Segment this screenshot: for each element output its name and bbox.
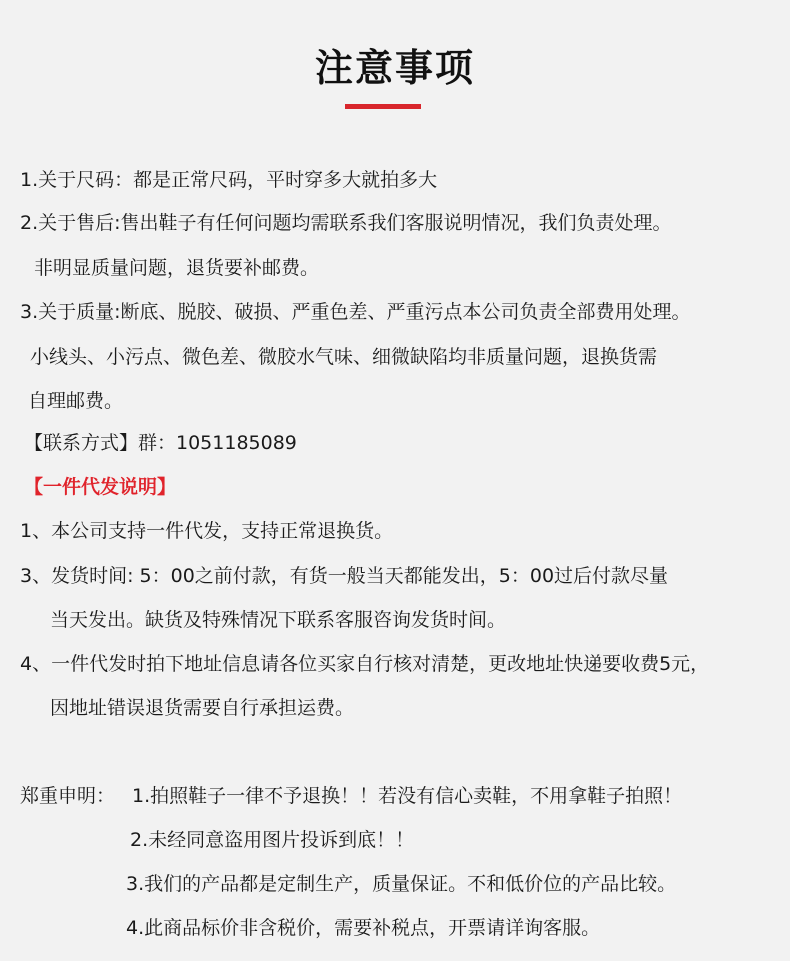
dropship-item-4: 4、一件代发时拍下地址信息请各位买家自行核对清楚，更改地址快递要收费5元， [20, 653, 710, 675]
declaration-item-1: 1.拍照鞋子一律不予退换！！若没有信心卖鞋，不用拿鞋子拍照！ [132, 785, 683, 807]
dropship-item-3: 3、发货时间: 5：00之前付款，有货一般当天都能发出，5：00过后付款尽量 [20, 565, 669, 587]
declaration-label: 郑重申明： [20, 785, 116, 807]
notice-after-sales: 2.关于售后:售出鞋子有任何问题均需联系我们客服说明情况，我们负责处理。 [20, 212, 672, 234]
declaration-item-4: 4.此商品标价非含税价，需要补税点，开票请详询客服。 [126, 917, 601, 939]
page-title: 注意事项 [314, 46, 475, 90]
declaration-item-2: 2.未经同意盗用图片投诉到底！！ [130, 829, 415, 851]
dropship-item-1: 1、本公司支持一件代发，支持正常退换货。 [20, 520, 394, 542]
dropship-item-3-cont: 当天发出。缺货及特殊情况下联系客服咨询发货时间。 [50, 609, 507, 631]
title-underline [345, 104, 421, 109]
notice-quality-cont: 小线头、小污点、微色差、微胶水气味、细微缺陷均非质量问题，退换货需 [30, 346, 658, 368]
contact-info: 【联系方式】群：1051185089 [24, 432, 297, 454]
notice-size: 1.关于尺码：都是正常尺码，平时穿多大就拍多大 [20, 169, 438, 191]
notice-quality-cont2: 自理邮费。 [28, 390, 124, 412]
dropship-item-4-cont: 因地址错误退货需要自行承担运费。 [50, 697, 355, 719]
dropship-heading: 【一件代发说明】 [24, 476, 177, 498]
declaration-item-3: 3.我们的产品都是定制生产，质量保证。不和低价位的产品比较。 [126, 873, 677, 895]
notice-after-sales-cont: 非明显质量问题，退货要补邮费。 [34, 257, 320, 279]
notice-quality: 3.关于质量:断底、脱胶、破损、严重色差、严重污点本公司负责全部费用处理。 [20, 301, 691, 323]
